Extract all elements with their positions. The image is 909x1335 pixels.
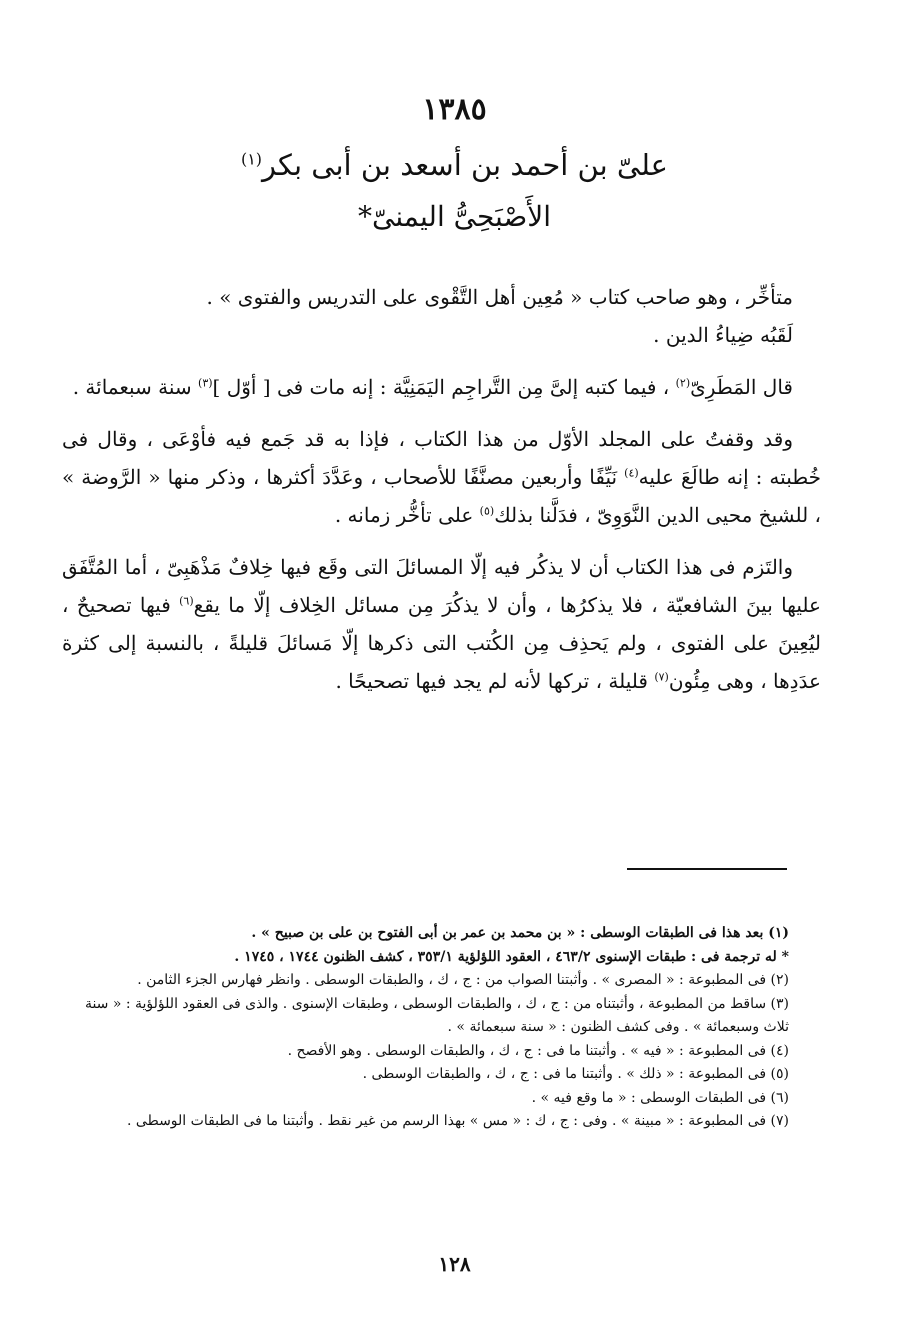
footnote-ref: (٧) [654,670,669,684]
paragraph-text: قال المَطَرِىّ [690,375,793,399]
paragraph [62,548,821,700]
page-number: ١٢٨ [438,1252,471,1276]
footnote-ref: (٤) [624,466,639,480]
paragraph-text: سنة سبعمائة . [72,375,199,399]
footnote-ref: (١) [241,149,262,169]
footnote: (١) بعد هذا فى الطبقات الوسطى : « بن محمد بن عمر بن أبى الفتوح بن على بن صبيح » . [251,925,789,941]
paragraph-text: نَيِّفًا وأربعين مصنَّفًا للأصحاب ، وعَدَّدَ أكثرها ، وذكر منها « الرَّوضة » ، للشيخ محيى الدين النَّوَوِىّ ، فدَلَّنا بذلك [62,465,821,527]
entry-number: ١٣٨٥ [422,92,487,127]
entry-title-name [0,148,909,182]
entry-title-nisba: الأَصْبَحِىُّ اليمنىّ* [357,200,552,233]
footnote: * له ترجمة فى : طبقات الإسنوى ٤٦٣/٢ ، العقود اللؤلؤية ٣٥٣/١ ، كشف الظنون ١٧٤٤ ، ١٧٤٥ . [234,948,789,965]
footnote-ref: (٢) [675,376,691,390]
footnote: (٦) فى الطبقات الوسطى : « ما وقع فيه » . [531,1089,789,1106]
entry-title-text: علىّ بن أحمد بن أسعد بن أبى بكر [262,148,668,182]
footnote-ref: (٥) [479,504,495,518]
footnote: (٤) فى المطبوعة : « فيه » . وأثبتنا ما فى : ج ، ك ، والطبقات الوسطى . وهو الأفصح . [287,1042,789,1059]
footnote-separator [627,868,787,870]
paragraph [62,420,821,534]
footnote: (٥) فى المطبوعة : « ذلك » . وأثبتنا ما فى : ج ، ك ، والطبقات الوسطى . [362,1066,789,1082]
footnote: (٢) فى المطبوعة : « المصرى » . وأثبتنا الصواب من : ج ، ك ، والطبقات الوسطى . وانظر فهارس الجزء الثامن . [137,972,789,988]
paragraph-text: قليلة ، تركها لأنه لم يجد فيها تصحيحًا . [335,669,655,693]
paragraph-text: على تأخُّر زمانه . [334,503,480,527]
paragraph-text: وقد وقفتُ على المجلد الأوّل من هذا الكتاب ، فإذا به قد جَمع فيه فأوْعَى ، وقال فى خُطبته : إنه طالَعَ عليه [62,427,821,489]
paragraph-text: والتَزم فى هذا الكتاب أن لا يذكُر فيه إلّا المسائلَ التى وقَع فيها خِلافٌ مَذْهَبِىّ ، أما المُتَّفَق عليها بينَ الشافعيّة ، فلا يذكرُها ، وأن لا يذكُرَ مِن مسائل الخِلاف إلّا ما يقع [62,555,821,617]
footnote-ref: (٦) [179,594,194,608]
paragraph-text: فيها تصحيحٌ ، ليُعِينَ على الفتوى ، ولم يَحذِف مِن الكُتب التى ذكرها إلّا مَسائلَ قليلةً ، بالنسبة إلى كثرة عدَدِها ، وهى مِئُون [62,593,821,693]
footnotes [70,922,789,1134]
paragraph: لَقَبُه ضِياءُ الدين . [653,323,793,347]
footnote-ref: (٣) [198,376,213,390]
paragraph: متأخِّر ، وهو صاحب كتاب « مُعِين أهل التَّقْوى على التدريس والفتوى » . [206,285,793,309]
paragraph [62,368,821,406]
main-text [62,278,821,700]
footnote: (٣) ساقط من المطبوعة ، وأثبتناه من : ج ، ك ، والطبقات الوسطى ، وطبقات الإسنوى . والذى فى العقود اللؤلؤية : « سنة ثلاث وسبعمائة » . وفى كشف الظنون : « سنة سبعمائة » . [84,995,789,1035]
footnote: (٧) فى المطبوعة : « مبينة » . وفى : ج ، ك : « مس » بهذا الرسم من غير نقط . وأثبتنا ما فى الطبقات الوسطى . [127,1113,789,1129]
paragraph-text: ، فيما كتبه إلىَّ مِن التَّراجِم اليَمَنِيَّة : إنه مات فى [ أوّل ] [212,375,676,399]
